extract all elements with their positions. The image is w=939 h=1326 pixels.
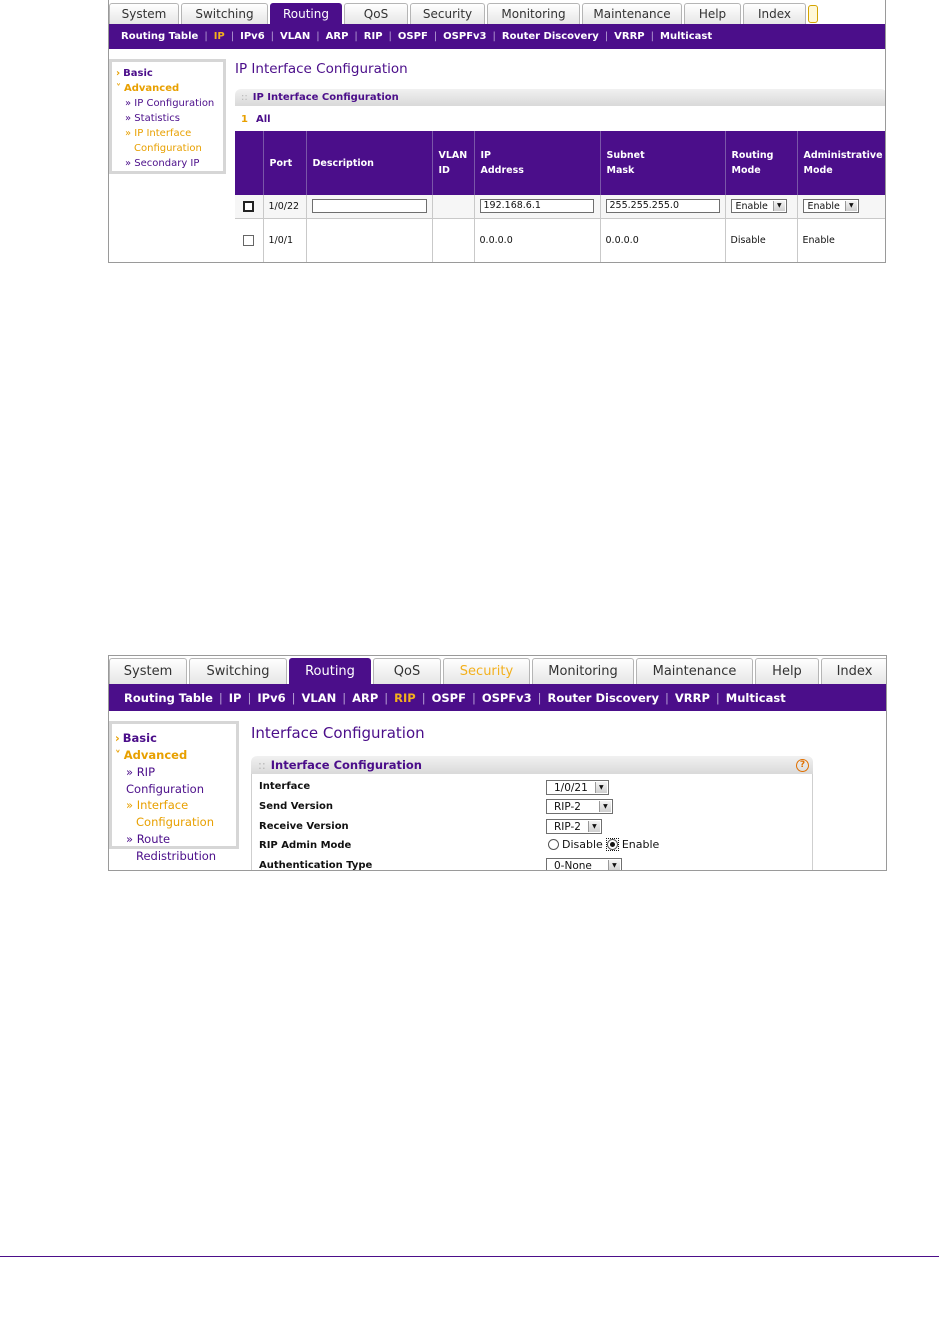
side-group-basic[interactable]: › Basic: [116, 68, 153, 79]
tab-monitoring[interactable]: Monitoring: [532, 658, 634, 684]
side-link-ip-configuration[interactable]: » IP Configuration: [125, 98, 215, 109]
send-version-select[interactable]: RIP-2 ▼: [546, 799, 613, 814]
subnav-multicast[interactable]: Multicast: [660, 31, 713, 42]
subnav-separator: |: [650, 31, 655, 42]
main-tab-bar: [109, 0, 885, 24]
dropdown-arrow-icon[interactable]: ▼: [595, 782, 607, 793]
subnav-multicast[interactable]: Multicast: [725, 690, 786, 705]
page-title: IP Interface Configuration: [235, 61, 408, 77]
rip-interface-screenshot: [108, 655, 887, 871]
row-checkbox[interactable]: [243, 201, 254, 212]
admin-mode-cell: [797, 218, 886, 262]
side-link-configuration[interactable]: Configuration: [134, 143, 202, 154]
subnav-separator: |: [270, 31, 275, 42]
column-header-ip-address[interactable]: [474, 131, 600, 195]
subnav-separator: |: [291, 690, 296, 705]
select-all-row[interactable]: 1 All: [241, 114, 271, 125]
side-link-rip-configuration[interactable]: » RIP Configuration: [126, 765, 204, 796]
column-header-subnet-mask[interactable]: [600, 131, 725, 195]
chevron-down-icon: ˅: [116, 83, 121, 94]
tab-switching[interactable]: Switching: [181, 3, 268, 24]
description-input[interactable]: [312, 199, 427, 213]
subnav-router-discovery[interactable]: Router Discovery: [501, 31, 599, 42]
column-header-text: Description: [312, 157, 374, 169]
tab-help[interactable]: Help: [684, 3, 741, 24]
port-cell: [263, 218, 306, 262]
subnav-separator: |: [715, 690, 720, 705]
routing-mode-select[interactable]: [731, 199, 787, 213]
tab-system[interactable]: System: [109, 3, 179, 24]
side-link-statistics[interactable]: » Statistics: [125, 113, 181, 124]
chevron-right-icon: ›: [116, 68, 121, 79]
dropdown-arrow-icon[interactable]: ▼: [845, 201, 857, 211]
column-header-text: Mode: [803, 165, 833, 176]
port-value: 1/0/22: [268, 200, 300, 212]
column-header-text: Administrative: [803, 150, 883, 161]
admin-mode-select[interactable]: [803, 199, 859, 213]
chevron-down-icon: ˅: [115, 748, 121, 762]
subnav-separator: |: [247, 690, 252, 705]
subnav-separator: |: [492, 31, 496, 42]
side-group-basic[interactable]: › Basic: [115, 731, 157, 745]
column-header-text: Mode: [731, 165, 761, 176]
ip-interface-screenshot: [108, 0, 886, 263]
side-menu: [109, 59, 226, 174]
ip-address-cell: [474, 218, 600, 262]
help-icon[interactable]: ?: [796, 759, 809, 772]
subnav-vrrp[interactable]: VRRP: [614, 31, 645, 42]
tab-security[interactable]: Security: [410, 3, 485, 24]
subnav-arp[interactable]: ARP: [352, 690, 379, 705]
panel-header: :: Interface Configuration ?: [251, 756, 813, 774]
subnav-separator: |: [218, 690, 223, 705]
subnav-vlan[interactable]: VLAN: [280, 31, 311, 42]
admin-mode-cell: [797, 195, 886, 218]
subnav-vlan[interactable]: VLAN: [301, 690, 337, 705]
tab-index[interactable]: Index: [821, 658, 887, 684]
routing-mode-value: Disable: [730, 234, 766, 246]
column-header-port[interactable]: [263, 131, 306, 195]
subnav-rip[interactable]: RIP: [394, 690, 416, 705]
subnav-separator: |: [471, 690, 476, 705]
ip-address-value: 0.0.0.0: [479, 234, 513, 246]
subnav-separator: |: [604, 31, 609, 42]
select-value: Enable: [807, 200, 840, 212]
ip-interface-table: [235, 131, 886, 262]
subnav-separator: |: [230, 31, 235, 42]
grip-icon: ::: [241, 92, 248, 103]
subnav-ip[interactable]: IP: [228, 690, 242, 705]
subnav-separator: |: [433, 31, 438, 42]
side-link-redistribution[interactable]: Redistribution: [136, 848, 217, 863]
column-header-text: Routing: [731, 150, 774, 161]
side-link-route[interactable]: » Route: [126, 831, 171, 846]
subnav-router-discovery[interactable]: Router Discovery: [547, 690, 659, 705]
select-value: Enable: [735, 200, 768, 212]
column-header-description[interactable]: [306, 131, 432, 195]
tab-switching[interactable]: Switching: [189, 658, 287, 684]
subnet-mask-input[interactable]: 255.255.255.0: [606, 199, 720, 213]
ip-address-cell: [474, 195, 600, 218]
table-row[interactable]: [235, 218, 886, 262]
tab-overflow-indicator[interactable]: [808, 5, 818, 23]
receive-version-select[interactable]: RIP-2 ▼: [546, 819, 602, 834]
admin-enable-radio[interactable]: [607, 839, 618, 850]
side-group-advanced[interactable]: ˅ Advanced: [115, 748, 188, 762]
tab-index[interactable]: Index: [743, 3, 806, 24]
panel-header: :: IP Interface Configuration: [235, 89, 886, 106]
column-header-text: Port: [269, 157, 293, 169]
subnav-routing-table[interactable]: Routing Table: [121, 31, 199, 42]
subnav-vrrp[interactable]: VRRP: [674, 690, 710, 705]
column-header-text: IP: [480, 150, 491, 161]
main-tab-bar: [109, 656, 886, 684]
tab-routing[interactable]: Routing: [270, 3, 342, 24]
routing-mode-cell: [725, 195, 797, 218]
side-group-advanced[interactable]: ˅ Advanced: [116, 83, 180, 94]
interface-select[interactable]: 1/0/21 ▼: [546, 780, 609, 795]
column-header-text: ID: [438, 165, 450, 176]
dropdown-arrow-icon[interactable]: ▼: [773, 201, 785, 211]
side-menu: [109, 721, 239, 863]
tab-monitoring[interactable]: Monitoring: [487, 3, 580, 24]
side-link-interface[interactable]: » Interface: [126, 798, 189, 813]
subnav-separator: |: [664, 690, 669, 705]
tab-maintenance[interactable]: Maintenance: [636, 658, 753, 684]
side-link-configuration[interactable]: Configuration: [136, 815, 214, 830]
subnet-mask-value: 0.0.0.0: [605, 234, 639, 246]
subnav-ospfv3[interactable]: OSPFv3: [443, 31, 487, 42]
subnav-separator: |: [537, 690, 542, 705]
auth-type-label: Authentication Type: [259, 860, 373, 871]
column-header-text: VLAN: [438, 150, 468, 161]
vlan-id-cell: [432, 218, 474, 262]
rip-admin-mode-label: RIP Admin Mode: [259, 840, 352, 851]
column-header-text: Subnet: [606, 150, 645, 161]
subnav-routing-table[interactable]: Routing Table: [124, 690, 213, 705]
side-link-secondary-ip[interactable]: » Secondary IP: [125, 158, 200, 169]
subnav-ipv6[interactable]: IPv6: [257, 690, 286, 705]
description-cell: [306, 218, 432, 262]
subnav-separator: |: [384, 690, 389, 705]
column-header-routing-mode[interactable]: [725, 131, 797, 195]
column-header-vlan-id[interactable]: [432, 131, 474, 195]
page-title: Interface Configuration: [251, 724, 425, 742]
tab-system[interactable]: System: [109, 658, 187, 684]
column-header-administrative-mode[interactable]: [797, 131, 886, 195]
subnav-separator: |: [388, 31, 392, 42]
tab-qos[interactable]: QoS: [373, 658, 441, 684]
subnav-separator: |: [204, 31, 208, 42]
chevron-right-icon: ›: [115, 731, 120, 745]
tab-security[interactable]: Security: [443, 658, 530, 684]
subnav-separator: |: [421, 690, 426, 705]
receive-version-label: Receive Version: [259, 821, 349, 832]
admin-disable-radio[interactable]: [548, 839, 559, 850]
tab-maintenance[interactable]: Maintenance: [582, 3, 682, 24]
subnav-separator: |: [342, 690, 347, 705]
row-select-cell: [235, 218, 263, 262]
subnav-ip[interactable]: IP: [213, 31, 225, 42]
page-footer-rule: [0, 1256, 939, 1257]
description-cell: [306, 195, 432, 218]
interface-label: Interface: [259, 781, 311, 792]
auth-type-select[interactable]: 0-None ▼: [546, 858, 622, 871]
tab-qos[interactable]: QoS: [344, 3, 408, 24]
subnav-ospfv3[interactable]: OSPFv3: [481, 690, 532, 705]
sub-nav-bar: [109, 684, 886, 711]
side-link-ip-interface[interactable]: » IP Interface: [125, 128, 192, 139]
admin-mode-value: Enable: [802, 234, 835, 246]
dropdown-arrow-icon[interactable]: ▼: [599, 801, 611, 812]
subnet-mask-cell: [600, 218, 725, 262]
sub-nav-bar: [109, 24, 885, 49]
vlan-id-cell: [432, 195, 474, 218]
subnav-arp[interactable]: ARP: [325, 31, 349, 42]
dropdown-arrow-icon[interactable]: ▼: [588, 821, 600, 832]
grip-icon: ::: [258, 758, 266, 772]
column-header-text: Address: [480, 165, 524, 176]
subnav-separator: |: [316, 31, 320, 42]
subnav-ospf[interactable]: OSPF: [431, 690, 466, 705]
row-checkbox[interactable]: [243, 235, 254, 246]
routing-mode-cell: [725, 218, 797, 262]
port-value: 1/0/1: [268, 234, 294, 246]
interface-config-form: [251, 774, 813, 871]
dropdown-arrow-icon[interactable]: ▼: [608, 860, 620, 871]
column-header-text: Mask: [606, 165, 635, 176]
ip-address-input[interactable]: 192.168.6.1: [480, 199, 594, 213]
tab-routing[interactable]: Routing: [289, 658, 371, 684]
rip-admin-mode-radios: Disable Enable: [548, 838, 659, 851]
send-version-label: Send Version: [259, 801, 334, 812]
subnav-separator: |: [354, 31, 358, 42]
column-header-select: [235, 131, 263, 195]
tab-help[interactable]: Help: [755, 658, 819, 684]
subnav-ipv6[interactable]: IPv6: [240, 31, 265, 42]
table-row[interactable]: [235, 195, 886, 218]
subnav-rip[interactable]: RIP: [363, 31, 383, 42]
subnet-mask-cell: [600, 195, 725, 218]
subnav-ospf[interactable]: OSPF: [397, 31, 428, 42]
row-select-cell: [235, 195, 263, 218]
port-cell: [263, 195, 306, 218]
